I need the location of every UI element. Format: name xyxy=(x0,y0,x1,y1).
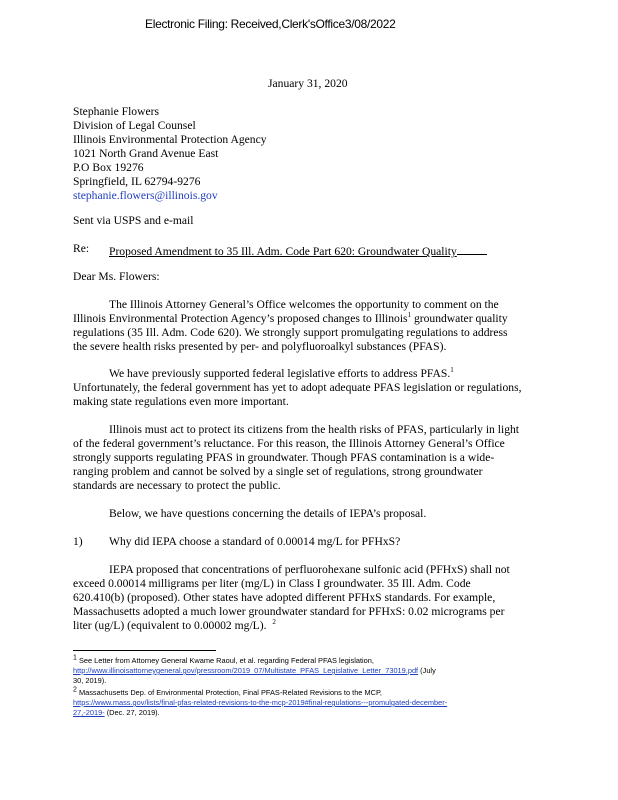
paragraph-1 xyxy=(73,298,528,354)
paragraph-line: Massachusetts adopted a much lower groundwater standard for PFHxS: 0.02 micrograms per xyxy=(73,605,505,618)
paragraph-line xyxy=(73,619,528,633)
footnote-line xyxy=(73,666,543,676)
delivery-method: Sent via USPS and e-mail xyxy=(73,214,194,227)
footnote-text: See Letter from Attorney General Kwame Raoul, et al. regarding Federal PFAS legislation, xyxy=(78,656,374,665)
recipient-division: Division of Legal Counsel xyxy=(73,119,196,132)
footnote-mark: 2 xyxy=(73,686,77,694)
recipient-email-link[interactable]: stephanie.flowers@illinois.gov xyxy=(73,189,218,202)
paragraph-line: strongly supports regulating PFAS in groundwater. Though PFAS contamination is a wide- xyxy=(73,451,495,464)
paragraph-line: making state regulations even more important. xyxy=(73,395,289,408)
paragraph-line: standards are necessary to protect the public. xyxy=(73,479,281,492)
recipient-address xyxy=(73,105,267,203)
footnote-2-link[interactable]: https://www.mass.gov/lists/final-pfas-related-revisions-to-the-mcp-2019#final-regulations---promulgated-december- xyxy=(73,698,448,707)
re-underline-pad xyxy=(457,242,487,255)
footnote-1 xyxy=(73,656,543,686)
recipient-po-box: P.O Box 19276 xyxy=(73,161,144,174)
paragraph-3 xyxy=(73,423,528,493)
footnote-2-link-cont[interactable]: 27,-2019- xyxy=(73,708,105,717)
paragraph-line: ranging problem and cannot be solved by a single set of regulations, strong groundwater xyxy=(73,465,483,478)
footnote-line xyxy=(73,656,543,666)
text-span: Illinois Environmental Protection Agency’s proposed changes to Illinois xyxy=(73,312,408,325)
paragraph-line: regulations (35 Ill. Adm. Code 620). We strongly support promulgating regulations to address xyxy=(73,326,508,339)
filing-stamp: Electronic Filing: Received,Clerk'sOffice3/08/2022 xyxy=(145,17,396,31)
letter-date: January 31, 2020 xyxy=(268,77,348,90)
footnote-line xyxy=(73,688,543,698)
text-span: We have previously supported federal legislative efforts to address PFAS. xyxy=(109,367,451,380)
paragraph-line: Unfortunately, the federal government has yet to adopt adequate PFAS legislation or regulations, xyxy=(73,381,522,394)
footnote-line xyxy=(73,698,543,708)
re-line xyxy=(109,242,487,259)
footnote-line: 30, 2019). xyxy=(73,676,107,685)
paragraph-line: the severe health risks presented by per- and polyfluoroalkyl substances (PFAS). xyxy=(73,340,447,353)
paragraph-line: of the federal government’s reluctance. For this reason, the Illinois Attorney General’s Office xyxy=(73,437,505,450)
paragraph-line: 620.410(b) (proposed). Other states have adopted different PFHxS standards. For example, xyxy=(73,591,496,604)
recipient-street: 1021 North Grand Avenue East xyxy=(73,147,219,160)
footnote-text: Massachusetts Dep. of Environmental Protection, Final PFAS-Related Revisions to the MCP, xyxy=(78,688,382,697)
paragraph-line xyxy=(73,367,528,381)
footnote-ref-1[interactable]: 1 xyxy=(407,311,412,320)
paragraph-5 xyxy=(73,563,528,633)
re-subject: Proposed Amendment to 35 Ill. Adm. Code Part 620: Groundwater Quality xyxy=(109,245,457,258)
footnote-ref-2[interactable]: 2 xyxy=(272,618,276,627)
paragraph-line: exceed 0.00014 milligrams per liter (mg/L) in Class I groundwater. 35 Ill. Adm. Code xyxy=(73,577,471,590)
paragraph-line: The Illinois Attorney General’s Office welcomes the opportunity to comment on the xyxy=(109,298,499,311)
paragraph-4 xyxy=(73,507,528,521)
footnote-2 xyxy=(73,688,543,718)
recipient-agency: Illinois Environmental Protection Agency xyxy=(73,133,267,146)
paragraph-line: IEPA proposed that concentrations of perfluorohexane sulfonic acid (PFHxS) shall not xyxy=(109,563,510,576)
question-number: 1) xyxy=(73,535,83,548)
footnote-text: (Dec. 27, 2019). xyxy=(104,708,160,717)
text-span: groundwater quality xyxy=(411,312,508,325)
salutation: Dear Ms. Flowers: xyxy=(73,270,160,283)
paragraph-line xyxy=(73,312,528,326)
footnote-ref-1[interactable]: 1 xyxy=(450,366,454,375)
footnote-divider xyxy=(73,650,216,651)
recipient-city: Springfield, IL 62794-9276 xyxy=(73,175,201,188)
re-label: Re: xyxy=(73,242,90,255)
footnote-text: (July xyxy=(418,666,436,675)
paragraph-line: Below, we have questions concerning the details of IEPA’s proposal. xyxy=(109,507,427,520)
paragraph-line: Illinois must act to protect its citizens from the health risks of PFAS, particularly in light xyxy=(109,423,520,436)
paragraph-2 xyxy=(73,367,528,409)
footnote-line xyxy=(73,708,543,718)
footnote-1-link[interactable]: http://www.illinoisattorneygeneral.gov/pressroom/2019_07/Multistate_PFAS_Legislative_Letter_73019.pdf xyxy=(73,666,419,675)
question-text: Why did IEPA choose a standard of 0.00014 mg/L for PFHxS? xyxy=(109,535,401,548)
text-span: liter (ug/L) (equivalent to 0.00002 mg/L). xyxy=(73,619,267,632)
recipient-name: Stephanie Flowers xyxy=(73,105,159,118)
footnote-mark: 1 xyxy=(73,654,77,662)
